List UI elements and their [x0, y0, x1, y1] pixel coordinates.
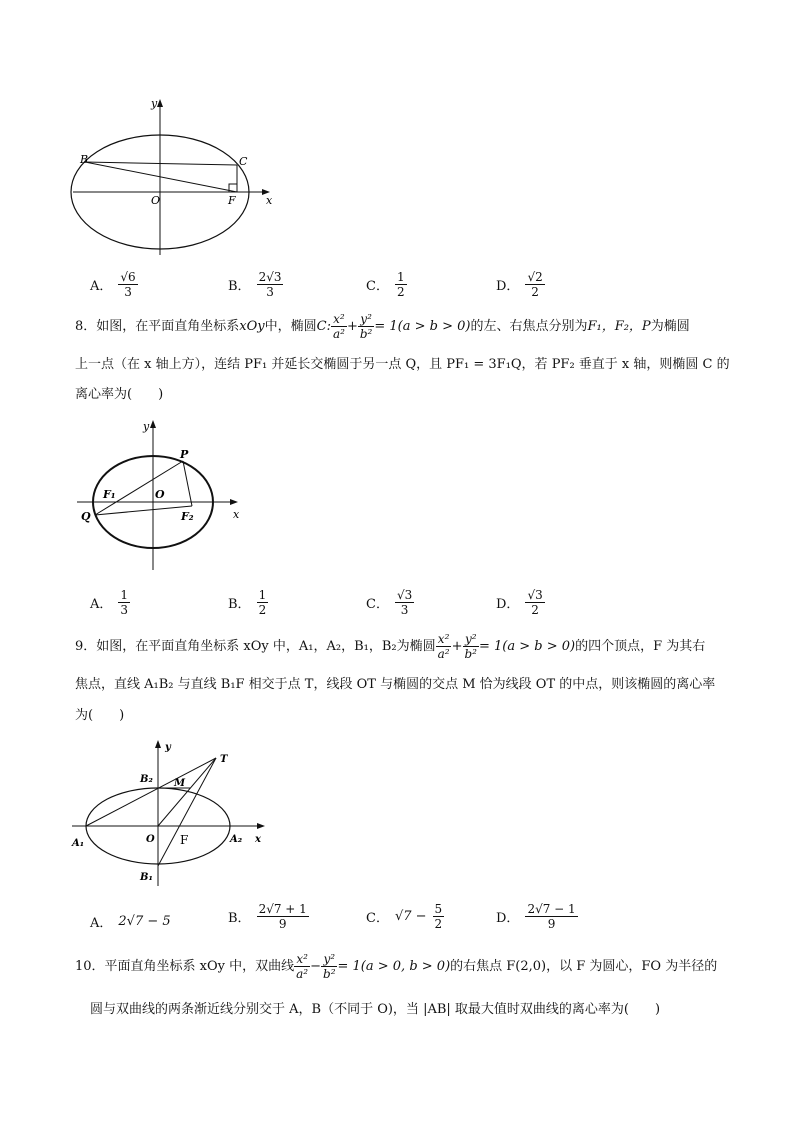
label-y: y	[151, 97, 158, 110]
segment-qf2	[95, 506, 192, 515]
label-f: F	[180, 833, 189, 847]
q8-line1: 8．如图，在平面直角坐标系 xOy 中，椭圆 C: $\frac{\text{x²}}{\text{a²}}$ + $\frac{\text{y²}}{\text{b²}}$ = 1(a > b > 0) 的左、右焦点分别为 F₁，F₂，P 为椭圆	[75, 312, 690, 341]
label-o: O	[155, 488, 165, 501]
label-t: T	[220, 754, 228, 765]
q9-line3: 为( )	[75, 708, 125, 723]
q7-option-c[interactable]: C． $\frac{1}{2}$	[366, 270, 405, 299]
label-b1: B₁	[140, 872, 153, 883]
figure-q9	[70, 738, 275, 890]
y-axis-arrow	[157, 99, 163, 107]
q9-line1: 9．如图，在平面直角坐标系 xOy 中，A₁，A₂，B₁，B₂为椭圆 $\frac{\text{x²}}{\text{a²}}$ + $\frac{\text{y²}}{\text{b²}}$ = 1(a > b > 0) 的四个顶点，F 为其右	[75, 632, 706, 661]
label-b2: B₂	[140, 774, 153, 785]
label-q: Q	[81, 510, 91, 523]
label-f1: F₁	[103, 488, 116, 501]
label-c: C	[239, 155, 248, 168]
segment-bf	[85, 162, 237, 192]
y-axis-arrow	[155, 740, 161, 748]
label-m: M	[174, 778, 186, 789]
q9-line2: 焦点，直线 A₁B₂ 与直线 B₁F 相交于点 T，线段 OT 与椭圆的交点 M 恰为线段 OT 的中点，则该椭圆的离心率	[75, 677, 716, 692]
q9-option-d[interactable]: D． $\frac{2√7 - 1}{9}$	[496, 902, 576, 931]
label-x: x	[266, 194, 273, 207]
q7-option-d[interactable]: D． $\frac{√2}{2}$	[496, 270, 543, 299]
q8-line3: 离心率为( )	[75, 387, 164, 402]
segment-b1t	[158, 758, 216, 866]
label-f: F	[228, 194, 236, 207]
q7-option-b[interactable]: B． $\frac{2√3}{3}$	[228, 270, 282, 299]
label-o: O	[151, 194, 161, 207]
q8-option-b[interactable]: B． $\frac{1}{2}$	[228, 588, 267, 617]
q10-line2: 圆与双曲线的两条渐近线分别交于 A，B（不同于 O)，当 |AB| 取最大值时双曲线的离心率为( )	[90, 1002, 661, 1017]
figure-q8	[75, 418, 250, 578]
label-p: P	[180, 448, 189, 461]
q9-option-b[interactable]: B． $\frac{2√7 + 1}{9}$	[228, 902, 307, 931]
label-o: O	[146, 834, 155, 845]
label-a1: A₁	[72, 838, 85, 849]
q9-option-a[interactable]: A． 2√7 − 5	[90, 914, 171, 931]
q8-option-c[interactable]: C． $\frac{√3}{3}$	[366, 588, 413, 617]
label-a2: A₂	[230, 834, 243, 845]
label-x: x	[255, 834, 261, 845]
label-y: y	[143, 420, 150, 433]
segment-bc	[85, 162, 237, 165]
q8-option-d[interactable]: D． $\frac{√3}{2}$	[496, 588, 543, 617]
label-f2: F₂	[181, 510, 194, 523]
y-axis-arrow	[150, 420, 156, 428]
label-x: x	[233, 508, 240, 521]
q8-line2: 上一点（在 x 轴上方），连结 PF₁ 并延长交椭圆于另一点 Q，且 PF₁ = 3F₁Q，若 PF₂ 垂直于 x 轴，则椭圆 C 的	[75, 357, 730, 372]
figure-q7	[65, 95, 280, 260]
label-b: B	[80, 153, 89, 166]
q9-option-c[interactable]: C． √7 − $\frac{5}{2}$	[366, 902, 443, 931]
x-axis-arrow	[257, 823, 265, 829]
segment-a1t	[86, 758, 216, 826]
x-axis-arrow	[230, 499, 238, 505]
q10-line1: 10．平面直角坐标系 xOy 中，双曲线 $\frac{\text{x²}}{\text{a²}}$ − $\frac{\text{y²}}{\text{b²}}$ = 1(a > 0, b > 0) 的右焦点 F(2,0)，以 F 为圆心，FO 为半径的	[75, 952, 718, 981]
q8-option-a[interactable]: A． $\frac{1}{3}$	[90, 588, 129, 617]
label-y: y	[165, 742, 171, 753]
segment-pf2	[183, 461, 192, 506]
q7-option-a[interactable]: A． $\frac{√6}{3}$	[90, 270, 136, 299]
segment-ot	[158, 758, 216, 826]
